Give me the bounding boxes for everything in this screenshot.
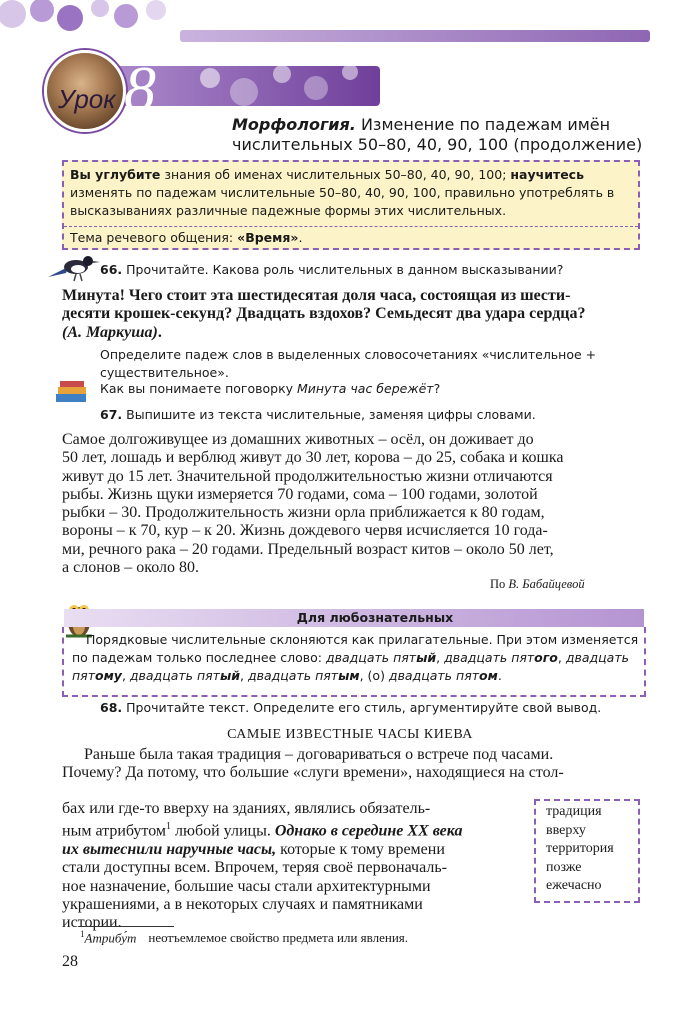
curious-example-5: [248, 668, 360, 683]
topic-label: Тема речевого общения:: [70, 230, 238, 245]
topic-value: «Время»: [237, 230, 299, 245]
header-stripe: [180, 30, 650, 42]
example-sep: ,: [121, 668, 130, 683]
example-sep: .: [497, 668, 502, 683]
curious-example-4: [130, 668, 240, 683]
text-line: Раньше была такая традиция – договариваться о встрече под часами.: [84, 746, 554, 763]
vocabulary-word: ежечасно: [546, 878, 602, 893]
example-stem: двадцать пят: [444, 650, 535, 665]
task-68-instruction: [100, 699, 645, 717]
task-67-text: Выпишите из текста числительные, заменяя цифры словами.: [122, 407, 536, 422]
goals-deepen-text: знания об именах числительных 50–80, 40, 90, 100;: [160, 167, 511, 182]
example-ending: ым: [338, 668, 360, 683]
text-fragment: ным атрибутом: [62, 822, 167, 840]
quote-attribution: [62, 324, 644, 342]
banner-circles-decoration: [190, 58, 380, 114]
text-line: [62, 841, 522, 859]
example-sep: ,: [240, 668, 248, 683]
text-line: рыбки – 30. Продолжительность жизни орла приближается к 80 годам,: [62, 504, 545, 522]
topic-end: .: [298, 230, 303, 245]
text-line: ми, речного рака – 20 годами. Предельный возраст китов – около 50 лет,: [62, 540, 554, 558]
example-ending: ый: [219, 668, 241, 683]
lesson-number: 8: [124, 53, 156, 124]
vocabulary-list: [546, 803, 614, 896]
magpie-bird-icon: [46, 253, 102, 283]
example-sep: ,: [436, 650, 445, 665]
text-fragment: которые к тому времени: [276, 840, 445, 858]
task-66-text: Прочитайте. Какова роль числительных в данном высказывании?: [122, 262, 564, 277]
text-fragment: любой улицы.: [171, 822, 275, 840]
task-66-instruction: [100, 261, 660, 279]
example-ending: ому: [94, 668, 122, 683]
goals-text: [70, 166, 635, 220]
task-67-number: 67.: [100, 407, 123, 422]
footnote-mark: 1: [166, 821, 172, 833]
text-line: ное назначение, большие часы стали архитектурными: [62, 877, 431, 895]
page-number: 28: [62, 953, 78, 970]
vocabulary-word: вверху: [546, 822, 586, 838]
footnote: [80, 929, 408, 946]
example-sep: , (о): [359, 668, 389, 683]
example-ending: ом: [479, 668, 498, 683]
curious-text: [72, 631, 642, 685]
vocabulary-word: позже: [546, 859, 582, 875]
goals-divider: [64, 226, 638, 227]
footnote-rule: [78, 926, 174, 927]
goals-learn-text: изменять по падежам числительные 50–80, 40, 90, 100, правильно употреблять в высказываниях различные падежные формы этих числительных.: [70, 185, 615, 218]
books-icon: [54, 378, 90, 404]
text-line: истории.: [62, 914, 122, 932]
text-line: украшениями, а в некоторых случаях и памятниками: [62, 895, 423, 913]
text-line: а слонов – около 80.: [62, 559, 200, 577]
curious-example-6: [389, 668, 498, 683]
proverb-prefix: Как вы понимаете поговорку: [100, 381, 298, 396]
text-line: вороны – к 70, кур – к 20. Жизнь дождевого червя исчисляется 10 года-: [62, 522, 548, 540]
example-stem: двадцать пят: [129, 668, 220, 683]
goals-learn-label: научитесь: [510, 167, 584, 182]
task-66-number: 66.: [100, 262, 123, 277]
task-66-hint: Определите падеж слов в выделенных словосочетаниях «числительное + существительное».: [100, 347, 597, 380]
page-title: [232, 115, 652, 155]
text-line: [62, 818, 522, 841]
example-stem: двадцать пят: [72, 650, 629, 683]
text-line: 50 лет, лошадь и верблюд живут до 30 лет, корова – до 25, собака и кошка: [62, 449, 564, 467]
goals-deepen-label: Вы углубите: [70, 167, 161, 182]
vocabulary-word: традиция: [546, 804, 602, 819]
source-prefix: По: [490, 577, 509, 591]
example-ending: ый: [416, 650, 437, 665]
text-title: САМЫЕ ИЗВЕСТНЫЕ ЧАСЫ КИЕВА: [227, 727, 473, 742]
task-66-quote: [62, 287, 644, 342]
quote-line: Минута! Чего стоит эта шестидесятая доля часа, состоящая из шести-: [62, 287, 571, 304]
title-section: Морфология.: [232, 115, 356, 134]
highlighted-phrase: их вытеснили наручные часы,: [62, 840, 277, 858]
text-line: стали доступны всем. Впрочем, теряя своё первоначаль-: [62, 859, 447, 877]
curious-intro: Порядковые числительные склоняются как прилагательные. При этом изменяется по падежам только последнее слово:: [72, 632, 639, 665]
footnote-term: Атрибу́т: [84, 930, 137, 946]
text-line: рыбы. Жизнь щуки измеряется 70 годами, сома – 100 годами, золотой: [62, 485, 538, 503]
task-67-instruction: [100, 406, 645, 424]
title-text: Изменение по падежам имён числительных 50–80, 40, 90, 100 (продолжение): [232, 115, 643, 154]
proverb: Минута час бережёт: [297, 381, 434, 396]
speech-topic: [70, 230, 302, 245]
curious-example-2: [444, 650, 558, 665]
curious-example-1: [326, 650, 436, 665]
quote-end: .: [157, 323, 162, 341]
quote-line: десяти крошек-секунд? Двадцать вздохов? Семьдесят два удара сердца?: [62, 305, 586, 323]
source-author: В. Бабайцевой: [508, 577, 585, 591]
proverb-suffix: ?: [433, 381, 441, 396]
footnote-definition: неотъемлемое свойство предмета или явления.: [148, 930, 409, 946]
curious-title: Для любознательных: [296, 610, 454, 625]
example-stem: двадцать пят: [247, 668, 339, 683]
text-line: живут до 15 лет. Значительной продолжительностью жизни отличаются: [62, 467, 553, 485]
example-stem: двадцать пят: [326, 650, 417, 665]
vocabulary-word: территория: [546, 841, 614, 856]
example-ending: ого: [534, 650, 558, 665]
example-sep: ,: [557, 650, 566, 665]
highlighted-phrase: Однако в середине XX века: [274, 822, 463, 840]
lesson-label: Урок: [58, 84, 116, 114]
header-circles-decoration: [0, 0, 180, 40]
example-stem: двадцать пят: [388, 668, 479, 683]
task-68-text-bottom: [62, 800, 522, 932]
text-line: бах или где-то вверху на зданиях, являлись обязатель-: [62, 800, 431, 817]
quote-author: (А. Маркуша): [62, 323, 158, 341]
task-66-proverb: [100, 380, 645, 398]
task-68-number: 68.: [100, 700, 123, 715]
text-line: Почему? Да потому, что большие «слуги времени», находящиеся на стол-: [62, 764, 564, 782]
text-source: [490, 577, 585, 592]
footnote-number: 1: [80, 929, 85, 939]
text-line: Самое долгоживущее из домашних животных – осёл, он доживает до: [62, 431, 534, 448]
task-68-text: Прочитайте текст. Определите его стиль, аргументируйте свой вывод.: [122, 700, 602, 715]
task-67-text-body: [62, 431, 644, 577]
task-68-text-top: [62, 746, 644, 783]
